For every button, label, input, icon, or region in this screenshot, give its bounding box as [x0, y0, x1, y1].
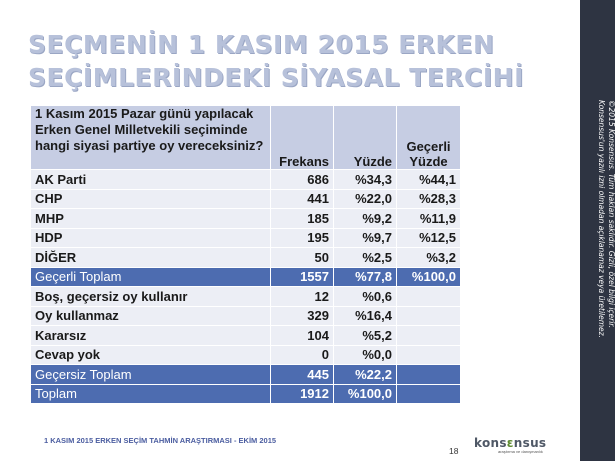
- results-table: [30, 105, 461, 404]
- footer-caption: 1 KASIM 2015 ERKEN SEÇİM TAHMİN ARAŞTIRMASI - EKİM 2015: [43, 436, 277, 445]
- title-line-1: SEÇMENİN 1 KASIM 2015 ERKEN: [28, 30, 495, 59]
- row-frekans: 0: [271, 345, 334, 365]
- table-row: [31, 189, 461, 209]
- total-row: [31, 267, 461, 287]
- row-gecerli-yuzde: %44,1: [397, 170, 461, 190]
- row-gecerli-yuzde: %3,2: [397, 248, 461, 268]
- row-label: HDP: [31, 228, 271, 248]
- row-label: Cevap yok: [31, 345, 271, 365]
- row-label: CHP: [31, 189, 271, 209]
- logo-tagline: araştırma ve danışmanlık: [498, 449, 543, 454]
- row-gecerli-yuzde: [397, 306, 461, 326]
- row-yuzde: %9,2: [334, 209, 397, 229]
- konsensus-logo: [474, 436, 574, 460]
- survey-question: 1 Kasım 2015 Pazar günü yapılacak Erken Genel Milletvekili seçiminde hangi siyasi partiye oy vereceksiniz?: [31, 106, 271, 170]
- table-row: [31, 345, 461, 365]
- copyright-line-1: ©2015 Konsensus. Tüm hakları saklıdır. Gizli, özel bilgi içerir.: [607, 100, 616, 329]
- row-yuzde: %16,4: [334, 306, 397, 326]
- row-label: Kararsız: [31, 326, 271, 346]
- table-row: [31, 326, 461, 346]
- row-gecerli-yuzde: %12,5: [397, 228, 461, 248]
- table-row: [31, 248, 461, 268]
- row-yuzde: %0,6: [334, 287, 397, 307]
- copyright-text-wrapper: [579, 100, 616, 385]
- logo-wordmark: konsεnsus: [474, 436, 547, 450]
- row-label: AK Parti: [31, 170, 271, 190]
- row-gecerli-yuzde: [397, 365, 461, 385]
- row-frekans: 445: [271, 365, 334, 385]
- row-label: Boş, geçersiz oy kullanır: [31, 287, 271, 307]
- row-label: Oy kullanmaz: [31, 306, 271, 326]
- row-frekans: 195: [271, 228, 334, 248]
- row-label: Toplam: [31, 384, 271, 404]
- row-label: DİĞER: [31, 248, 271, 268]
- row-frekans: 185: [271, 209, 334, 229]
- table-row: [31, 170, 461, 190]
- header-gecerli-yuzde: Geçerli Yüzde: [397, 106, 461, 170]
- title-line-2: SEÇİMLERİNDEKİ SİYASAL TERCİHİ: [28, 63, 524, 92]
- total-row: [31, 384, 461, 404]
- table-row: [31, 287, 461, 307]
- row-frekans: 686: [271, 170, 334, 190]
- header-yuzde: Yüzde: [334, 106, 397, 170]
- row-yuzde: %9,7: [334, 228, 397, 248]
- header-frekans: Frekans: [271, 106, 334, 170]
- row-gecerli-yuzde: [397, 287, 461, 307]
- row-gecerli-yuzde: %28,3: [397, 189, 461, 209]
- row-yuzde: %0,0: [334, 345, 397, 365]
- row-label: Geçersiz Toplam: [31, 365, 271, 385]
- row-frekans: 1557: [271, 267, 334, 287]
- table-row: [31, 306, 461, 326]
- table-row: [31, 228, 461, 248]
- row-yuzde: %77,8: [334, 267, 397, 287]
- row-label: MHP: [31, 209, 271, 229]
- row-gecerli-yuzde: %11,9: [397, 209, 461, 229]
- row-frekans: 50: [271, 248, 334, 268]
- row-gecerli-yuzde: [397, 345, 461, 365]
- table-row: [31, 209, 461, 229]
- row-yuzde: %22,2: [334, 365, 397, 385]
- row-yuzde: %5,2: [334, 326, 397, 346]
- slide-title: [28, 28, 548, 94]
- table-body: [31, 170, 461, 404]
- row-gecerli-yuzde: %100,0: [397, 267, 461, 287]
- page-number: 18: [449, 446, 459, 456]
- row-frekans: 441: [271, 189, 334, 209]
- total-row: [31, 365, 461, 385]
- row-yuzde: %2,5: [334, 248, 397, 268]
- row-frekans: 104: [271, 326, 334, 346]
- row-frekans: 12: [271, 287, 334, 307]
- row-frekans: 1912: [271, 384, 334, 404]
- table-header-row: [31, 106, 461, 170]
- row-frekans: 329: [271, 306, 334, 326]
- row-gecerli-yuzde: [397, 384, 461, 404]
- row-yuzde: %100,0: [334, 384, 397, 404]
- row-gecerli-yuzde: [397, 326, 461, 346]
- row-label: Geçerli Toplam: [31, 267, 271, 287]
- row-yuzde: %22,0: [334, 189, 397, 209]
- copyright-line-2: Konsensus'un yazılı izni olmadan açıklanamaz veya üretilemez.: [597, 100, 606, 338]
- row-yuzde: %34,3: [334, 170, 397, 190]
